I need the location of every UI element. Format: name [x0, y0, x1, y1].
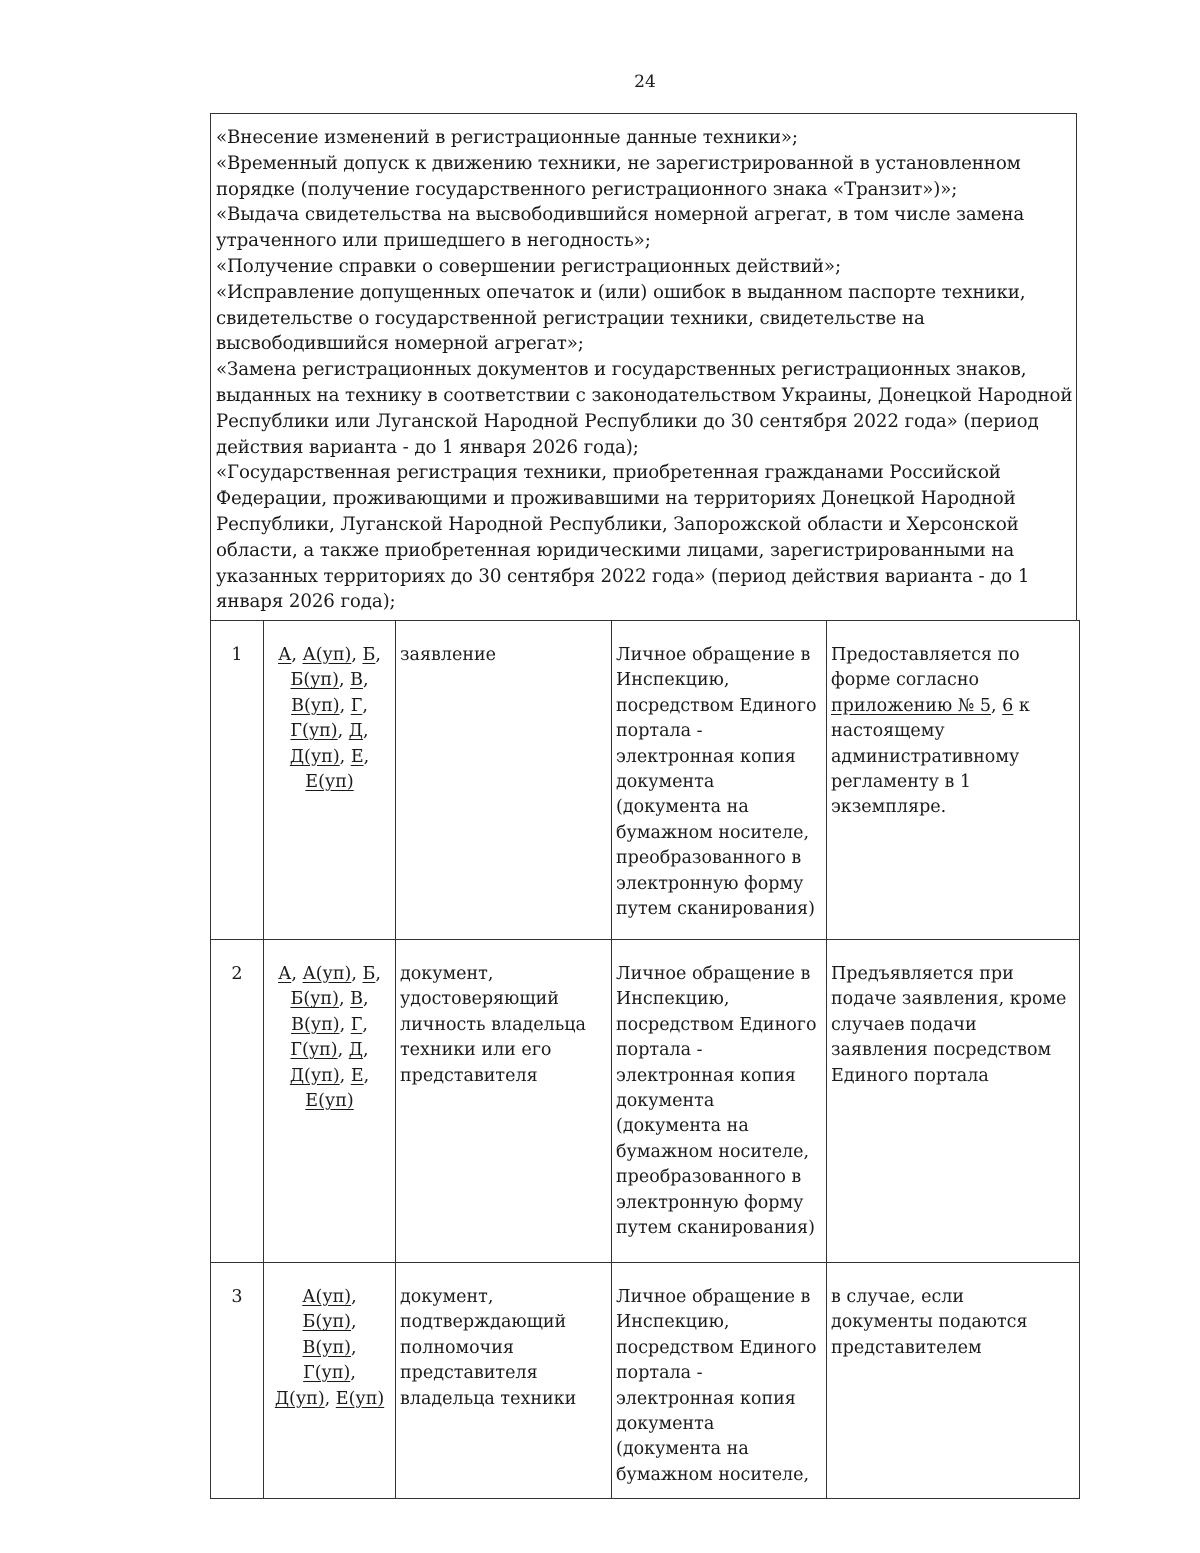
- intro-line: «Выдача свидетельства на высвободившийся номерной агрегат, в том числе замена: [216, 204, 1025, 226]
- cell-line: [831, 1013, 1079, 1038]
- cell-line: Инспекцию,: [616, 1312, 730, 1333]
- cell-line: Личное обращение в: [616, 645, 811, 665]
- submission-method-cell: [612, 621, 827, 940]
- note-cell: [827, 1263, 1080, 1499]
- cell-line: документ,: [400, 1287, 494, 1307]
- cell-line: [268, 668, 391, 693]
- reference-link[interactable]: В(уп): [302, 1337, 351, 1358]
- note-cell: [827, 621, 1080, 940]
- cell-line: портала -: [616, 1040, 703, 1061]
- cell-line: [268, 1361, 391, 1386]
- reference-link[interactable]: Б(уп): [290, 670, 339, 691]
- page-number: 24: [634, 72, 656, 92]
- reference-link[interactable]: Б: [362, 645, 376, 665]
- intro-line: «Исправление допущенных опечаток и (или) ошибок в выданном паспорте техники,: [216, 281, 1026, 303]
- intro-line: января 2026 года);: [216, 591, 396, 613]
- text-segment: ,: [350, 1337, 357, 1358]
- cell-line: [831, 643, 1079, 668]
- cell-line: [831, 668, 1079, 693]
- cell-line: [268, 1310, 391, 1335]
- cell-line: (документа на: [616, 797, 749, 818]
- text-segment: случаев подачи: [831, 1014, 977, 1035]
- reference-link[interactable]: Б(уп): [290, 989, 339, 1010]
- intro-line: высвободившийся номерной агрегат»;: [216, 333, 584, 355]
- cell-line: (документа на: [616, 1116, 749, 1137]
- cell-line: [831, 1310, 1079, 1335]
- cell-line: техники или его: [400, 1040, 552, 1061]
- cell-line: [831, 795, 1079, 820]
- reference-link[interactable]: Е(уп): [305, 1091, 354, 1112]
- cell-line: [268, 694, 391, 719]
- table-row: [211, 1263, 1080, 1499]
- reference-link[interactable]: 6: [1002, 695, 1014, 716]
- intro-line: области, а также приобретенная юридическими лицами, зарегистрированными на: [216, 539, 1015, 561]
- reference-link[interactable]: Е(уп): [335, 1388, 385, 1409]
- reference-link[interactable]: В(уп): [291, 695, 340, 716]
- reference-link[interactable]: А(уп): [302, 645, 352, 665]
- text-segment: ,: [363, 721, 369, 742]
- cell-line: [268, 1387, 391, 1412]
- text-segment: ,: [351, 964, 363, 984]
- cell-line: [268, 1285, 391, 1310]
- reference-link[interactable]: Д: [348, 1040, 363, 1061]
- text-segment: ,: [338, 989, 351, 1010]
- text-segment: ,: [363, 746, 370, 767]
- reference-link[interactable]: А: [278, 645, 292, 665]
- cell-line: [268, 962, 391, 987]
- row-number-cell: [211, 621, 264, 940]
- cell-line: [268, 1089, 391, 1114]
- cell-line: [831, 987, 1079, 1012]
- reference-link[interactable]: Г(уп): [303, 1363, 351, 1384]
- text-segment: административному: [831, 746, 1020, 767]
- cell-line: Инспекцию,: [616, 989, 730, 1010]
- cell-line: представителя: [400, 1065, 538, 1086]
- row-number-cell: [211, 940, 264, 1263]
- cell-line: [268, 745, 391, 770]
- cell-line: [268, 1336, 391, 1361]
- text-segment: форме согласно: [831, 670, 980, 691]
- cell-line: путем сканирования): [616, 899, 815, 920]
- cell-line: удостоверяющий: [400, 989, 559, 1010]
- cell-line: [268, 987, 391, 1012]
- intro-line: «Внесение изменений в регистрационные данные техники»;: [216, 127, 798, 148]
- text-segment: ,: [339, 746, 351, 767]
- cell-line: [831, 962, 1079, 987]
- cell-line: документа: [616, 1414, 715, 1435]
- intro-line: указанных территориях до 30 сентября 2022 года» (период действия варианта - до 1: [216, 565, 1030, 587]
- text-segment: ,: [351, 1287, 357, 1307]
- cell-line: [831, 1064, 1079, 1089]
- intro-line: Республики или Луганской Народной Республики до 30 сентября 2022 года» (период: [216, 410, 1039, 432]
- cell-line: бумажном носителе,: [616, 822, 810, 843]
- cell-line: [831, 694, 1079, 719]
- submission-method-cell: [612, 1263, 827, 1499]
- document-cell: [396, 940, 612, 1263]
- cell-line: [268, 643, 391, 668]
- text-segment: ,: [339, 695, 351, 716]
- cell-line: [831, 1038, 1079, 1063]
- document-cell: [396, 1263, 612, 1499]
- cell-line: бумажном носителе,: [616, 1464, 810, 1485]
- reference-link[interactable]: приложению № 5: [831, 695, 992, 716]
- text-segment: ,: [339, 1014, 351, 1035]
- text-segment: ,: [991, 695, 1003, 716]
- text-segment: заявления посредством: [831, 1040, 1052, 1061]
- text-segment: в случае, если: [831, 1287, 965, 1307]
- cell-line: портала -: [616, 721, 703, 742]
- documents-table: [210, 620, 1080, 1499]
- reference-link[interactable]: Б: [362, 964, 376, 984]
- cell-line: электронная копия: [616, 746, 796, 767]
- cell-line: [268, 1013, 391, 1038]
- cell-line: Личное обращение в: [616, 964, 811, 984]
- categories-cell: [264, 940, 396, 1263]
- intro-line: действия варианта - до 1 января 2026 года);: [216, 436, 639, 458]
- cell-line: владельца техники: [400, 1388, 577, 1409]
- text-segment: Предъявляется при: [831, 964, 1014, 984]
- intro-line: порядке (получение государственного регистрационного знака «Транзит»)»;: [216, 178, 958, 200]
- text-segment: ,: [337, 721, 349, 742]
- reference-link[interactable]: Б(уп): [302, 1312, 351, 1333]
- cell-line: (документа на: [616, 1439, 749, 1460]
- reference-link[interactable]: Д: [348, 721, 363, 742]
- reference-link[interactable]: А(уп): [302, 964, 352, 984]
- table-row: [211, 940, 1080, 1263]
- reference-link[interactable]: Е: [350, 1065, 364, 1086]
- cell-line: посредством Единого: [616, 1014, 817, 1035]
- row-number: 2: [231, 964, 243, 984]
- categories-cell: [264, 1263, 396, 1499]
- text-segment: ,: [350, 1363, 356, 1384]
- text-segment: ,: [350, 1312, 357, 1333]
- intro-line: свидетельстве о государственной регистрации техники, свидетельстве на: [216, 307, 925, 329]
- cell-line: документ,: [400, 964, 494, 984]
- text-segment: ,: [337, 1040, 349, 1061]
- reference-link[interactable]: В: [350, 670, 363, 691]
- cell-line: [268, 1064, 391, 1089]
- cell-line: электронную форму: [616, 873, 804, 894]
- text-segment: представителем: [831, 1337, 982, 1358]
- text-segment: документы подаются: [831, 1312, 1028, 1333]
- text-segment: ,: [363, 1065, 370, 1086]
- text-segment: к: [1013, 695, 1030, 716]
- reference-link[interactable]: Г: [350, 1014, 363, 1035]
- cell-line: заявление: [400, 645, 497, 665]
- reference-link[interactable]: В: [350, 989, 363, 1010]
- intro-line: утраченного или пришедшего в негодность»;: [216, 230, 651, 252]
- text-segment: настоящему: [831, 721, 945, 742]
- text-segment: ,: [375, 964, 381, 984]
- text-segment: ,: [375, 645, 381, 665]
- text-segment: ,: [291, 964, 303, 984]
- cell-line: Инспекцию,: [616, 670, 730, 691]
- cell-line: преобразованного в: [616, 1167, 802, 1188]
- cell-line: [831, 719, 1079, 744]
- cell-line: электронную форму: [616, 1192, 804, 1213]
- row-number: 1: [231, 645, 243, 665]
- intro-line: «Замена регистрационных документов и государственных регистрационных знаков,: [216, 359, 1027, 381]
- text-segment: ,: [351, 645, 363, 665]
- intro-line: «Получение справки о совершении регистрационных действий»;: [216, 255, 841, 277]
- cell-line: полномочия: [400, 1337, 514, 1358]
- cell-line: Личное обращение в: [616, 1287, 811, 1307]
- text-segment: ,: [338, 670, 351, 691]
- reference-link[interactable]: Д(уп): [289, 746, 340, 767]
- cell-line: [831, 770, 1079, 795]
- reference-link[interactable]: Д(уп): [274, 1388, 325, 1409]
- cell-line: [831, 1285, 1079, 1310]
- submission-method-cell: [612, 940, 827, 1263]
- text-segment: ,: [324, 1388, 336, 1409]
- intro-text-box: [210, 113, 1077, 621]
- cell-line: документа: [616, 772, 715, 793]
- reference-link[interactable]: Д(уп): [289, 1065, 340, 1086]
- cell-line: личность владельца: [400, 1014, 586, 1035]
- cell-line: преобразованного в: [616, 848, 802, 869]
- categories-cell: [264, 621, 396, 940]
- cell-line: посредством Единого: [616, 695, 817, 716]
- intro-line: выданных на технику в соответствии с законодательством Украины, Донецкой Народной: [216, 384, 1073, 406]
- intro-line: «Государственная регистрация техники, приобретенная гражданами Российской: [216, 462, 1001, 484]
- text-segment: подаче заявления, кроме: [831, 989, 1067, 1010]
- text-segment: ,: [291, 645, 303, 665]
- note-cell: [827, 940, 1080, 1263]
- reference-link[interactable]: Е: [350, 746, 364, 767]
- row-number: 3: [231, 1287, 243, 1307]
- row-number-cell: [211, 1263, 264, 1499]
- reference-link[interactable]: Г(уп): [290, 1040, 338, 1061]
- cell-line: [268, 1038, 391, 1063]
- cell-line: электронная копия: [616, 1065, 796, 1086]
- text-segment: ,: [362, 695, 368, 716]
- cell-line: электронная копия: [616, 1388, 796, 1409]
- intro-line: Федерации, проживающими и проживавшими на территориях Донецкой Народной: [216, 488, 1016, 510]
- reference-link[interactable]: Г: [350, 695, 363, 716]
- cell-line: посредством Единого: [616, 1337, 817, 1358]
- text-segment: ,: [362, 1014, 368, 1035]
- cell-line: [268, 770, 391, 795]
- intro-line: Республики, Луганской Народной Республики, Запорожской области и Херсонской: [216, 513, 1019, 535]
- cell-line: путем сканирования): [616, 1218, 815, 1239]
- text-segment: регламенту в 1: [831, 772, 971, 793]
- cell-line: представителя: [400, 1363, 538, 1384]
- table-row: [211, 621, 1080, 940]
- cell-line: портала -: [616, 1363, 703, 1384]
- reference-link[interactable]: А: [278, 964, 292, 984]
- cell-line: документа: [616, 1091, 715, 1112]
- text-segment: ,: [362, 670, 369, 691]
- reference-link[interactable]: В(уп): [291, 1014, 340, 1035]
- text-segment: ,: [339, 1065, 351, 1086]
- cell-line: подтверждающий: [400, 1312, 567, 1333]
- reference-link[interactable]: Г(уп): [290, 721, 338, 742]
- text-segment: экземпляре.: [831, 797, 947, 818]
- document-cell: [396, 621, 612, 940]
- cell-line: [831, 1336, 1079, 1361]
- text-segment: ,: [363, 1040, 369, 1061]
- reference-link[interactable]: Е(уп): [305, 772, 354, 793]
- intro-line: «Временный допуск к движению техники, не зарегистрированной в установленном: [216, 152, 1021, 174]
- cell-line: [268, 719, 391, 744]
- text-segment: Единого портала: [831, 1065, 989, 1086]
- reference-link[interactable]: А(уп): [302, 1287, 352, 1307]
- cell-line: бумажном носителе,: [616, 1141, 810, 1162]
- text-segment: ,: [362, 989, 369, 1010]
- cell-line: [831, 745, 1079, 770]
- text-segment: Предоставляется по: [831, 645, 1020, 665]
